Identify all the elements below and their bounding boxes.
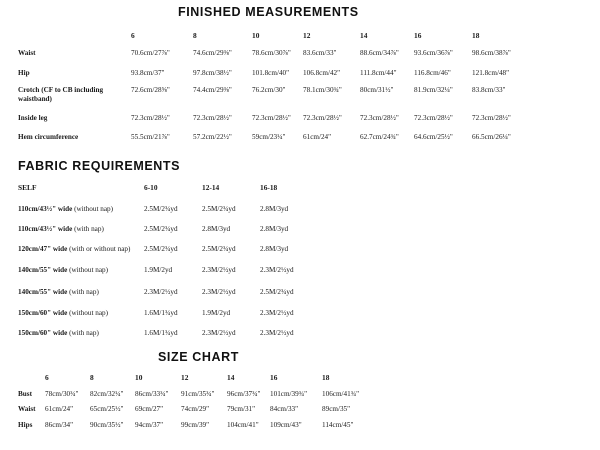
fabric-width-label bbox=[18, 225, 104, 233]
size-chart-title: SIZE CHART bbox=[158, 350, 239, 364]
size-value: 89cm/35" bbox=[322, 405, 351, 413]
fabric-width: 140cm/55" wide bbox=[18, 288, 68, 296]
measurement-value: 111.8cm/44" bbox=[360, 69, 397, 77]
yardage-value: 2.8M/3yd bbox=[260, 245, 289, 253]
measurement-value: 83.6cm/33" bbox=[303, 49, 337, 57]
fabric-width: 150cm/60" wide bbox=[18, 329, 68, 337]
nap-note: (with nap) bbox=[69, 329, 99, 337]
yardage-value: 2.5M/2¾yd bbox=[202, 245, 236, 253]
yardage-value: 1.9M/2yd bbox=[202, 309, 231, 317]
size-value: 82cm/32¼" bbox=[90, 390, 124, 398]
measurement-value: 116.8cm/46" bbox=[414, 69, 451, 77]
size-header: 6 bbox=[131, 31, 135, 40]
row-label: Hip bbox=[18, 69, 30, 77]
fabric-requirements-title: FABRIC REQUIREMENTS bbox=[18, 159, 181, 173]
measurement-value: 72.3cm/28½" bbox=[472, 114, 511, 122]
size-value: 104cm/41" bbox=[227, 421, 259, 429]
finished-measurements-title: FINISHED MEASUREMENTS bbox=[178, 5, 359, 19]
nap-note: (without nap) bbox=[69, 266, 109, 274]
size-value: 90cm/35½" bbox=[90, 421, 124, 429]
size-header: 10 bbox=[135, 373, 143, 382]
size-value: 74cm/29" bbox=[181, 405, 210, 413]
size-value: 99cm/39" bbox=[181, 421, 210, 429]
yardage-value: 2.3M/2½yd bbox=[202, 329, 236, 337]
measurement-value: 121.8cm/48" bbox=[472, 69, 510, 77]
yardage-value: 2.5M/2¾yd bbox=[260, 288, 294, 296]
size-value: 114cm/45" bbox=[322, 421, 354, 429]
size-range-header: 16-18 bbox=[260, 183, 278, 192]
size-header: 8 bbox=[90, 373, 94, 382]
size-range-header: 6-10 bbox=[144, 183, 158, 192]
yardage-value: 2.8M/3yd bbox=[260, 225, 289, 233]
measurement-value: 74.6cm/29⅜" bbox=[193, 49, 232, 57]
size-header: 14 bbox=[360, 31, 368, 40]
row-label: Inside leg bbox=[18, 114, 48, 122]
measurement-value: 76.2cm/30" bbox=[252, 86, 286, 94]
yardage-value: 2.5M/2¾yd bbox=[144, 225, 178, 233]
fabric-width-label bbox=[18, 288, 99, 296]
measurement-value: 97.8cm/38½" bbox=[193, 69, 232, 77]
row-label: Bust bbox=[18, 390, 32, 398]
measurement-value: 55.5cm/21⅞" bbox=[131, 133, 170, 141]
measurement-value: 72.3cm/28½" bbox=[360, 114, 399, 122]
yardage-value: 2.3M/2½yd bbox=[144, 288, 178, 296]
nap-note: (without nap) bbox=[74, 205, 114, 213]
yardage-value: 2.5M/2¾yd bbox=[144, 205, 178, 213]
measurement-value: 106.8cm/42" bbox=[303, 69, 341, 77]
size-value: 86cm/33¾" bbox=[135, 390, 169, 398]
row-label: Hem circumference bbox=[18, 133, 79, 141]
size-header: 18 bbox=[322, 373, 330, 382]
size-header: 10 bbox=[252, 31, 260, 40]
yardage-value: 2.3M/2½yd bbox=[260, 266, 294, 274]
size-range-header: 12-14 bbox=[202, 183, 220, 192]
row-label: Waist bbox=[18, 405, 36, 413]
yardage-value: 2.8M/3yd bbox=[202, 225, 231, 233]
size-value: 109cm/43" bbox=[270, 421, 302, 429]
size-value: 94cm/37" bbox=[135, 421, 164, 429]
fabric-width-label bbox=[18, 245, 130, 253]
measurement-value: 81.9cm/32¼" bbox=[414, 86, 453, 94]
measurement-value: 64.6cm/25½" bbox=[414, 133, 453, 141]
size-value: 65cm/25½" bbox=[90, 405, 124, 413]
measurement-value: 78.1cm/30¾" bbox=[303, 86, 342, 94]
measurement-value: 83.8cm/33" bbox=[472, 86, 506, 94]
measurement-value: 72.3cm/28½" bbox=[414, 114, 453, 122]
nap-note: (without nap) bbox=[69, 309, 109, 317]
size-value: 91cm/35¾" bbox=[181, 390, 215, 398]
measurement-value: 88.6cm/34⅞" bbox=[360, 49, 399, 57]
size-value: 69cm/27" bbox=[135, 405, 164, 413]
fabric-width: 140cm/55" wide bbox=[18, 266, 68, 274]
fabric-width-label bbox=[18, 329, 99, 337]
yardage-value: 2.3M/2½yd bbox=[260, 329, 294, 337]
size-header: 14 bbox=[227, 373, 235, 382]
measurement-value: 57.2cm/22½" bbox=[193, 133, 232, 141]
size-header: 8 bbox=[193, 31, 197, 40]
yardage-value: 2.5M/2¾yd bbox=[202, 205, 236, 213]
measurement-value: 72.3cm/28½" bbox=[193, 114, 232, 122]
nap-note: (with nap) bbox=[69, 288, 99, 296]
yardage-value: 1.6M/1¾yd bbox=[144, 309, 178, 317]
size-header: 12 bbox=[303, 31, 311, 40]
yardage-value: 2.3M/2½yd bbox=[202, 288, 236, 296]
measurement-value: 72.3cm/28½" bbox=[131, 114, 170, 122]
measurement-value: 80cm/31½" bbox=[360, 86, 394, 94]
measurement-value: 98.6cm/38⅞" bbox=[472, 49, 511, 57]
measurement-value: 93.8cm/37" bbox=[131, 69, 165, 77]
row-label: Waist bbox=[18, 49, 36, 57]
size-value: 96cm/37¾" bbox=[227, 390, 261, 398]
self-header: SELF bbox=[18, 183, 37, 192]
size-header: 18 bbox=[472, 31, 480, 40]
measurement-value: 74.4cm/29⅜" bbox=[193, 86, 232, 94]
size-value: 79cm/31" bbox=[227, 405, 256, 413]
yardage-value: 2.5M/2¾yd bbox=[144, 245, 178, 253]
row-label: Crotch (CF to CB including waistband) bbox=[18, 86, 104, 103]
measurement-value: 93.6cm/36⅞" bbox=[414, 49, 453, 57]
row-label: Hips bbox=[18, 421, 33, 429]
yardage-value: 2.3M/2½yd bbox=[260, 309, 294, 317]
size-header: 16 bbox=[414, 31, 422, 40]
fabric-width: 150cm/60" wide bbox=[18, 309, 68, 317]
measurement-value: 59cm/23¼" bbox=[252, 133, 286, 141]
yardage-value: 2.8M/3yd bbox=[260, 205, 289, 213]
measurement-value: 61cm/24" bbox=[303, 133, 332, 141]
size-value: 61cm/24" bbox=[45, 405, 74, 413]
measurement-value: 72.3cm/28½" bbox=[303, 114, 342, 122]
yardage-value: 1.6M/1¾yd bbox=[144, 329, 178, 337]
fabric-width-label bbox=[18, 205, 113, 213]
fabric-width-label bbox=[18, 266, 108, 274]
measurement-value: 72.3cm/28½" bbox=[252, 114, 291, 122]
yardage-value: 2.3M/2½yd bbox=[202, 266, 236, 274]
size-value: 106cm/41¾" bbox=[322, 390, 360, 398]
measurement-value: 66.5cm/26¼" bbox=[472, 133, 511, 141]
size-value: 101cm/39¾" bbox=[270, 390, 308, 398]
measurement-value: 78.6cm/30⅞" bbox=[252, 49, 291, 57]
size-header: 12 bbox=[181, 373, 189, 382]
size-header: 16 bbox=[270, 373, 278, 382]
measurement-value: 101.8cm/40" bbox=[252, 69, 290, 77]
size-value: 86cm/34" bbox=[45, 421, 74, 429]
nap-note: (with or without nap) bbox=[69, 245, 131, 253]
fabric-width: 110cm/43½" wide bbox=[18, 225, 73, 233]
fabric-width-label bbox=[18, 309, 108, 317]
yardage-value: 1.9M/2yd bbox=[144, 266, 173, 274]
measurement-value: 72.6cm/28⅝" bbox=[131, 86, 170, 94]
measurement-value: 70.6cm/27⅞" bbox=[131, 49, 170, 57]
measurement-value: 62.7cm/24¾" bbox=[360, 133, 399, 141]
size-value: 84cm/33" bbox=[270, 405, 299, 413]
fabric-width: 110cm/43½" wide bbox=[18, 205, 73, 213]
fabric-width: 120cm/47" wide bbox=[18, 245, 68, 253]
size-value: 78cm/30¾" bbox=[45, 390, 79, 398]
nap-note: (with nap) bbox=[74, 225, 104, 233]
size-header: 6 bbox=[45, 373, 49, 382]
